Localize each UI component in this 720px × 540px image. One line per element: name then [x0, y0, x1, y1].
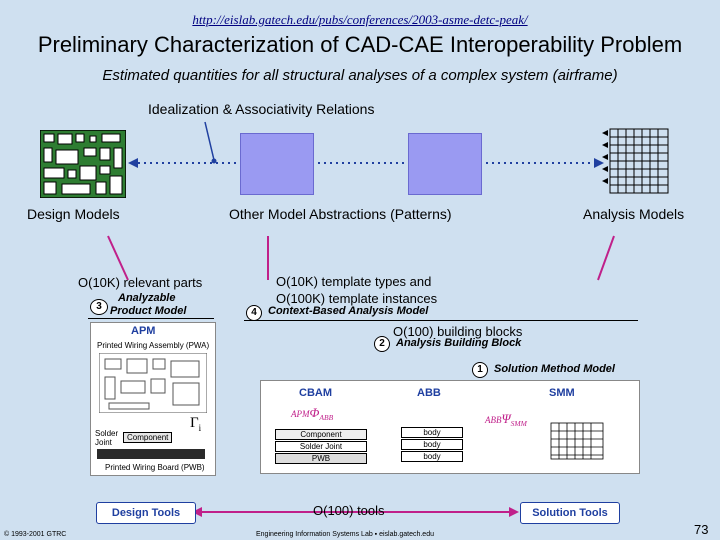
- template-types-note: O(10K) template types and: [276, 274, 432, 289]
- solution-tools-button[interactable]: Solution Tools: [520, 502, 620, 524]
- solder-label: Solder: [95, 429, 119, 438]
- abb-title: Analysis Building Block: [396, 337, 522, 349]
- smm-column-header: SMM: [549, 387, 575, 399]
- abb-body-2: body: [401, 439, 463, 450]
- analysis-mesh-image: [600, 125, 672, 197]
- abb-body-3: body: [401, 451, 463, 462]
- pwa-label: Printed Wiring Assembly (PWA): [97, 341, 210, 350]
- other-models-label: Other Model Abstractions (Patterns): [229, 206, 452, 222]
- design-tools-button[interactable]: Design Tools: [96, 502, 196, 524]
- joint-label: Joint: [95, 438, 112, 447]
- slide-title: Preliminary Characterization of CAD-CAE Interoperability Problem: [37, 32, 683, 57]
- apm-phi-abb: $APM\Phi_{ABB}$: [291, 405, 334, 422]
- cbam-component: Component: [275, 429, 367, 440]
- cbam-solder-joint: Solder Joint: [275, 441, 367, 452]
- label-pointer: [205, 122, 214, 160]
- page-number: 73: [694, 522, 709, 537]
- abb-number-badge: 2: [374, 336, 390, 352]
- pattern-box-2: [408, 133, 482, 195]
- source-url[interactable]: http://eislab.gatech.edu/pubs/conferences/2003-asme-detc-peak/: [192, 12, 528, 27]
- cbam-number-badge: 4: [246, 305, 262, 321]
- apm-title-line2: Product Model: [110, 305, 187, 317]
- cbam-pwb: PWB: [275, 453, 367, 464]
- design-models-label: Design Models: [27, 206, 120, 222]
- cbam-panel: [260, 380, 640, 474]
- smm-title: Solution Method Model: [494, 363, 615, 375]
- abb-psi-smm: $ABB\Psi_{SMM}$: [485, 411, 527, 428]
- cbam-divider: [244, 320, 638, 321]
- slide-subtitle: Estimated quantities for all structural analyses of a complex system (airframe): [102, 67, 618, 84]
- design-pointer: [108, 236, 128, 280]
- apm-header: APM: [131, 325, 156, 337]
- pwa-sketch: [99, 353, 207, 413]
- pwb-bar: [97, 449, 205, 459]
- apm-number-badge: 3: [90, 299, 108, 315]
- analysis-pointer: [598, 236, 614, 280]
- abb-column-header: ABB: [417, 387, 441, 399]
- building-blocks-note: O(100) building blocks: [393, 324, 523, 339]
- lab-credit: Engineering Information Systems Lab ▪ eislab.gatech.edu: [256, 531, 434, 538]
- idealization-label: Idealization & Associativity Relations: [148, 101, 375, 117]
- cbam-column-header: CBAM: [299, 387, 332, 399]
- smm-number-badge: 1: [472, 362, 488, 378]
- pwb-label: Printed Wiring Board (PWB): [105, 463, 205, 472]
- circuit-board-image: [40, 130, 126, 198]
- analysis-models-label: Analysis Models: [583, 206, 685, 222]
- abb-body-1: body: [401, 427, 463, 438]
- smm-mesh-sketch: [547, 421, 607, 461]
- copyright: © 1993-2001 GTRC: [4, 531, 67, 538]
- apm-panel: [90, 322, 216, 476]
- gamma-symbol: $\Gamma_i$: [190, 415, 202, 433]
- component-box: Component: [123, 432, 172, 443]
- apm-title-line1: Analyzable: [118, 292, 176, 304]
- tools-note: O(100) tools: [313, 503, 385, 518]
- apm-divider: [88, 318, 214, 319]
- relevant-parts-note: O(10K) relevant parts: [78, 275, 203, 290]
- pattern-box-1: [240, 133, 314, 195]
- cbam-title: Context-Based Analysis Model: [268, 305, 429, 317]
- idealization-arrow-left: [128, 158, 138, 168]
- template-instances-note: O(100K) template instances: [276, 291, 438, 306]
